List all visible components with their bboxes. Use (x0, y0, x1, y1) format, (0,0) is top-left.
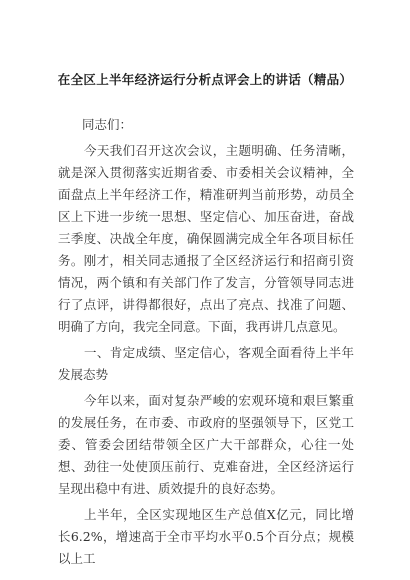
document-title: 在全区上半年经济运行分析点评会上的讲话（精品） (57, 72, 353, 87)
salutation: 同志们： (82, 117, 133, 132)
body-paragraph-3: 上半年，全区实现地区生产总值X亿元，同比增长6.2%，增速高于全市平均水平0.5个百分点；规模以上工 (58, 507, 354, 566)
body-paragraph-1: 今天我们召开这次会议，主题明确、任务清晰，就是深入贯彻落实近期省委、市委相关会议精神，全面盘点上半年经济工作，精准研判当前形势，动员全区上下进一步统一思想、坚定信心、加压奋进，奋战三季度、决战全年度，确保圆满完成全年各项目标任务。刚才，相关同志通报了全区经济运行和招商引资情况，两个镇和有关部门作了发言，分管领导同志进行了点评，讲得都很好，点出了亮点、找准了问题、明确了方向，我完全同意。下面，我再讲几点意见。 (58, 143, 354, 334)
section-heading: 一、肯定成绩、坚定信心，客观全面看待上半年发展态势 (58, 345, 354, 382)
document-body (58, 114, 354, 570)
body-paragraph-2: 今年以来，面对复杂严峻的宏观环境和艰巨繁重的发展任务，在市委、市政府的坚强领导下，区党工委、管委会团结带领全区广大干部群众，心往一处想、劲往一处使顶压前行、克难奋进，全区经济运行呈现出稳中有进、质效提升的良好态势。 (58, 393, 354, 496)
